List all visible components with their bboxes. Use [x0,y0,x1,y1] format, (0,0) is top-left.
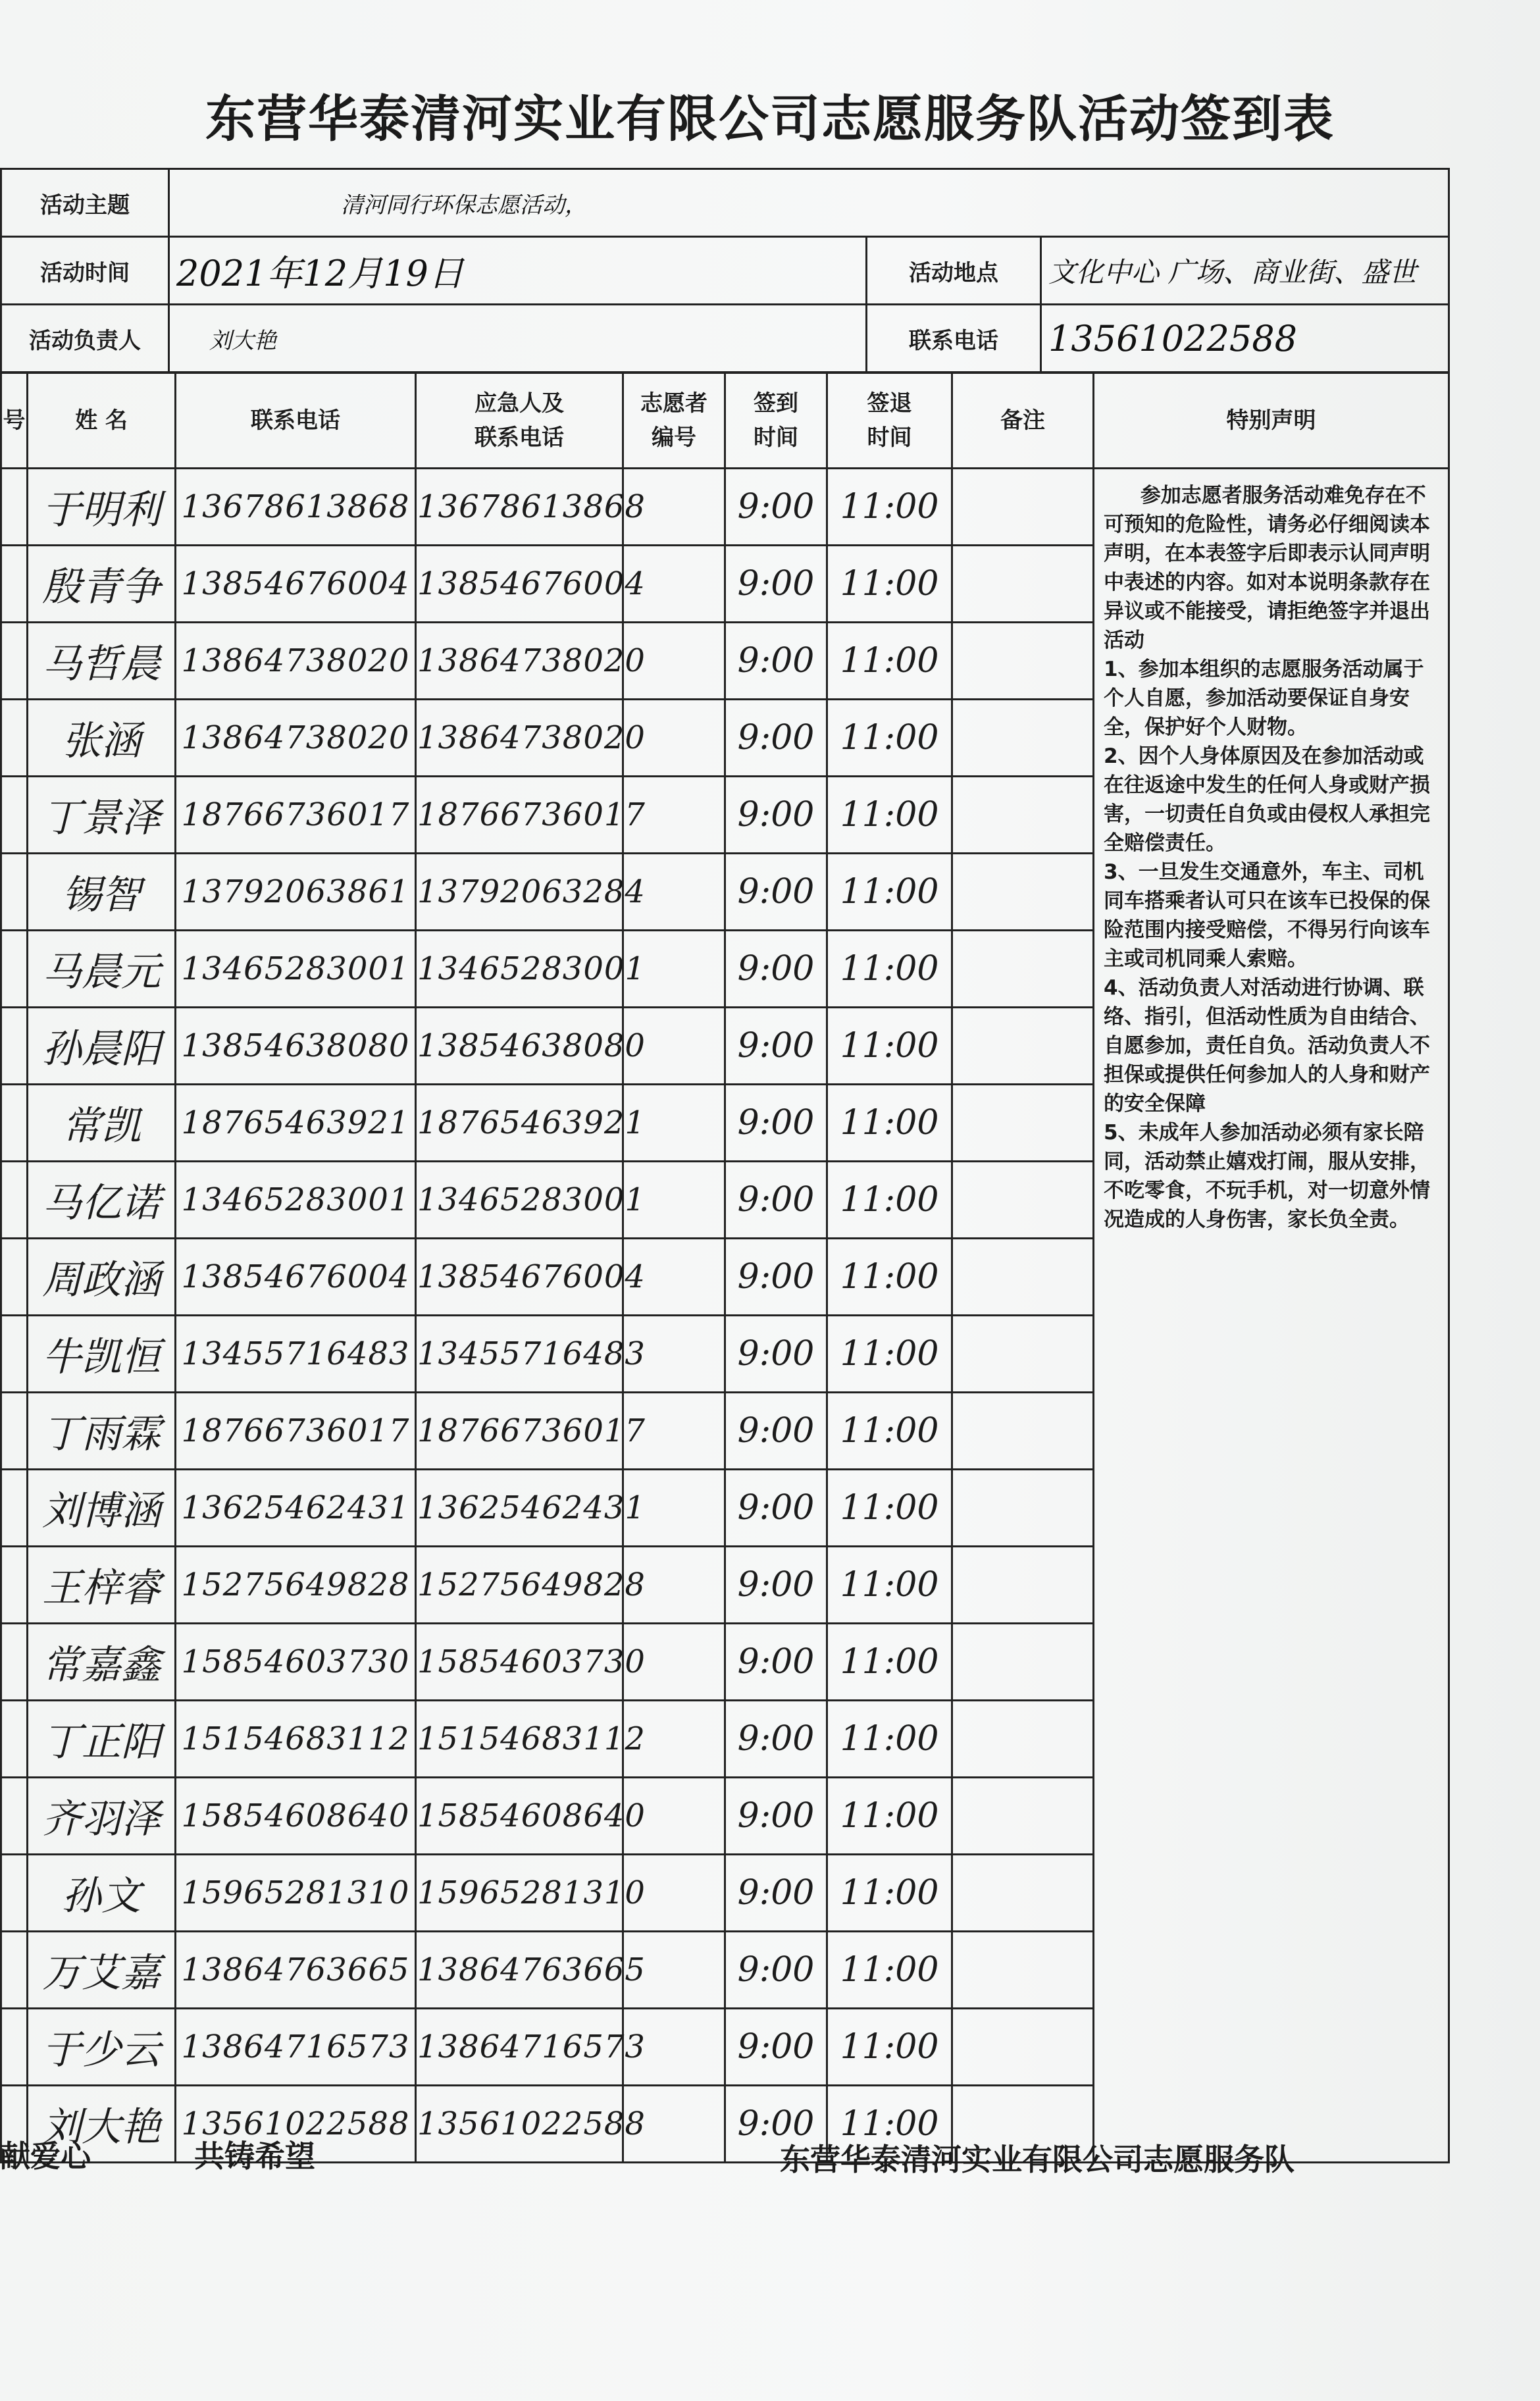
name-cell: 丁雨霖 [28,1393,176,1470]
emergency-cell: 15854608640 [416,1778,623,1855]
name-cell: 丁景泽 [28,777,176,854]
emergency-cell: 18765463921 [416,1085,623,1162]
col-volunteer-id [623,373,725,469]
remark-cell [952,1008,1094,1085]
no-cell [1,1932,28,2009]
no-cell [1,623,28,700]
remark-cell [952,1778,1094,1855]
sign-in-cell: 9:00 [725,1855,827,1932]
phone-cell: 15854603730 [176,1624,416,1701]
remark-cell [952,1624,1094,1701]
sign-in-cell: 9:00 [725,1932,827,2009]
emergency-cell: 13864738020 [416,700,623,777]
col-sign-in [725,373,827,469]
remark-cell [952,1547,1094,1624]
phone-cell: 13854676004 [176,1239,416,1316]
sign-out-cell: 11:00 [827,2009,952,2086]
emergency-cell: 13854638080 [416,1008,623,1085]
remark-cell [952,1470,1094,1547]
no-cell [1,1547,28,1624]
sign-in-cell: 9:00 [725,1316,827,1393]
name-cell: 常凯 [28,1085,176,1162]
activity-info-table [0,168,1450,373]
sign-out-cell: 11:00 [827,1932,952,2009]
name-cell: 周政涵 [28,1239,176,1316]
no-cell [1,1778,28,1855]
footer-org: 东营华泰清河实业有限公司志愿服务队 [780,2142,1295,2177]
phone-cell: 18766736017 [176,1393,416,1470]
remark-cell [952,469,1094,546]
phone-cell: 13625462431 [176,1470,416,1547]
no-cell [1,1624,28,1701]
name-cell: 齐羽泽 [28,1778,176,1855]
remark-cell [952,623,1094,700]
col-emergency-line2: 联系电话 [475,425,564,451]
remark-cell [952,1932,1094,2009]
leader-label: 活动负责人 [1,305,169,373]
sign-in-cell: 9:00 [725,777,827,854]
statement-item5: 5、未成年人参加活动必须有家长陪同，活动禁止嬉戏打闹，服从安排，不吃零食，不玩手机，对一切意外情况造成的人身伤害，家长负全责。 [1104,1121,1430,1231]
remark-cell [952,1393,1094,1470]
slogan-2: 共铸希望 [194,2138,315,2174]
leader-row [1,305,1449,373]
sign-out-cell: 11:00 [827,1239,952,1316]
time-place-row [1,237,1449,305]
phone-cell: 13455716483 [176,1316,416,1393]
sign-out-cell: 11:00 [827,1316,952,1393]
emergency-cell: 13792063284 [416,854,623,931]
theme-value: 清河同行环保志愿活动， [169,169,1449,237]
name-cell: 马晨元 [28,931,176,1008]
leader-phone-label: 联系电话 [867,305,1041,373]
col-emergency [416,373,623,469]
emergency-cell: 13854676004 [416,1239,623,1316]
col-sign-out [827,373,952,469]
emergency-cell: 13864763665 [416,1932,623,2009]
sign-out-cell: 11:00 [827,854,952,931]
phone-cell: 13854676004 [176,546,416,623]
sign-out-cell: 11:00 [827,1470,952,1547]
remark-cell [952,931,1094,1008]
sign-in-table [0,372,1450,2163]
remark-cell [952,1239,1094,1316]
name-cell: 王梓睿 [28,1547,176,1624]
sign-out-cell: 11:00 [827,931,952,1008]
sign-in-cell: 9:00 [725,931,827,1008]
statement-intro: 参加志愿者服务活动难免存在不可预知的危险性，请务必仔细阅读本声明，在本表签字后即表示认同声明中表述的内容。如对本说明条款存在异议或不能接受，请拒绝签字并退出活动 [1104,484,1430,652]
sign-in-rows [1,469,1449,2163]
no-cell [1,777,28,854]
col-no: 号 [1,373,28,469]
sign-out-cell: 11:00 [827,1085,952,1162]
statement-item1: 1、参加本组织的志愿服务活动属于个人自愿，参加活动要保证自身安全，保护好个人财物。 [1104,658,1424,739]
statement-item3: 3、一旦发生交通意外，车主、司机同车搭乘者认可只在该车已投保的保险范围内接受赔偿，不得另行向该车主或司机同乘人索赔。 [1104,860,1430,971]
name-cell: 牛凯恒 [28,1316,176,1393]
no-cell [1,931,28,1008]
sign-out-cell: 11:00 [827,2086,952,2163]
no-cell [1,1393,28,1470]
no-cell [1,2009,28,2086]
theme-row [1,169,1449,237]
phone-cell: 13854638080 [176,1008,416,1085]
name-cell: 马亿诺 [28,1162,176,1239]
sign-in-cell: 9:00 [725,2009,827,2086]
sign-in-cell: 9:00 [725,469,827,546]
sign-in-cell: 9:00 [725,1008,827,1085]
sign-out-cell: 11:00 [827,777,952,854]
place-value: 文化中心 广场、商业街、盛世 [1041,237,1449,305]
name-cell: 孙晨阳 [28,1008,176,1085]
sign-in-cell: 9:00 [725,2086,827,2163]
emergency-cell: 15965281310 [416,1855,623,1932]
col-volunteer-id-line1: 志愿者 [640,390,707,417]
sign-out-cell: 11:00 [827,469,952,546]
phone-cell: 13465283001 [176,931,416,1008]
remark-cell [952,1316,1094,1393]
sign-in-cell: 9:00 [725,1393,827,1470]
no-cell [1,1162,28,1239]
special-statement [1094,469,1449,2163]
sign-in-cell: 9:00 [725,1547,827,1624]
remark-cell [952,1085,1094,1162]
phone-cell: 15275649828 [176,1547,416,1624]
emergency-cell: 18766736017 [416,777,623,854]
phone-cell: 18765463921 [176,1085,416,1162]
sign-out-cell: 11:00 [827,1855,952,1932]
remark-cell [952,854,1094,931]
name-cell: 常嘉鑫 [28,1624,176,1701]
remark-cell [952,546,1094,623]
column-header-row [1,373,1449,469]
emergency-cell: 13465283001 [416,1162,623,1239]
leader-value: 刘大艳 [169,305,867,373]
no-cell [1,1470,28,1547]
sign-out-cell: 11:00 [827,1162,952,1239]
emergency-cell: 13854676004 [416,546,623,623]
no-cell [1,700,28,777]
leader-phone-value: 13561022588 [1041,305,1449,373]
phone-cell: 15854608640 [176,1778,416,1855]
name-cell: 刘大艳 [28,2086,176,2163]
sign-in-cell: 9:00 [725,1624,827,1701]
place-label: 活动地点 [867,237,1041,305]
no-cell [1,1316,28,1393]
name-cell: 孙文 [28,1855,176,1932]
phone-cell: 15154683112 [176,1701,416,1778]
sign-in-cell: 9:00 [725,1778,827,1855]
phone-cell: 13864716573 [176,2009,416,2086]
emergency-cell: 13864716573 [416,2009,623,2086]
sign-in-cell: 9:00 [725,623,827,700]
no-cell [1,1085,28,1162]
name-cell: 刘博涵 [28,1470,176,1547]
phone-cell: 13561022588 [176,2086,416,2163]
sign-out-cell: 11:00 [827,1624,952,1701]
no-cell [1,546,28,623]
phone-cell: 13864738020 [176,700,416,777]
phone-cell: 13864763665 [176,1932,416,2009]
remark-cell [952,700,1094,777]
sign-out-cell: 11:00 [827,1008,952,1085]
sign-out-cell: 11:00 [827,546,952,623]
name-cell: 马哲晨 [28,623,176,700]
time-label: 活动时间 [1,237,169,305]
no-cell [1,854,28,931]
statement-item4: 4、活动负责人对活动进行协调、联络、指引，但活动性质为自由结合、自愿参加，责任自负。活动负责人不担保或提供任何参加人的人身和财产的安全保障 [1104,976,1430,1116]
table-row [1,469,1449,546]
name-cell: 丁正阳 [28,1701,176,1778]
name-cell: 万艾嘉 [28,1932,176,2009]
emergency-cell: 13465283001 [416,931,623,1008]
phone-cell: 18766736017 [176,777,416,854]
slogan-1: 献爱心 [0,2138,91,2174]
no-cell [1,1701,28,1778]
sign-in-cell: 9:00 [725,1470,827,1547]
sign-in-cell: 9:00 [725,700,827,777]
sign-in-cell: 9:00 [725,854,827,931]
sign-out-cell: 11:00 [827,1778,952,1855]
sign-out-cell: 11:00 [827,1393,952,1470]
name-cell: 张涵 [28,700,176,777]
no-cell [1,1855,28,1932]
no-cell [1,469,28,546]
sign-in-cell: 9:00 [725,1239,827,1316]
col-sign-out-line1: 签退 [867,390,912,417]
remark-cell [952,1162,1094,1239]
sign-out-cell: 11:00 [827,1547,952,1624]
col-remark: 备注 [952,373,1094,469]
col-name: 姓 名 [28,373,176,469]
sign-out-cell: 11:00 [827,1701,952,1778]
sign-in-cell: 9:00 [725,1162,827,1239]
col-sign-out-line2: 时间 [867,425,912,451]
col-emergency-line1: 应急人及 [475,390,564,417]
remark-cell [952,777,1094,854]
phone-cell: 13792063861 [176,854,416,931]
col-volunteer-id-line2: 编号 [652,425,696,451]
emergency-cell: 13455716483 [416,1316,623,1393]
time-value: 2021年12月19日 [169,237,867,305]
phone-cell: 13864738020 [176,623,416,700]
phone-cell: 15965281310 [176,1855,416,1932]
phone-cell: 13465283001 [176,1162,416,1239]
emergency-cell: 18766736017 [416,1393,623,1470]
page-title: 东营华泰清河实业有限公司志愿服务队活动签到表 [205,90,1335,148]
emergency-cell: 15154683112 [416,1701,623,1778]
sign-out-cell: 11:00 [827,623,952,700]
col-phone: 联系电话 [176,373,416,469]
sign-in-cell: 9:00 [725,546,827,623]
name-cell: 锡智 [28,854,176,931]
name-cell: 于明利 [28,469,176,546]
emergency-cell: 15854603730 [416,1624,623,1701]
emergency-cell: 13678613868 [416,469,623,546]
name-cell: 殷青争 [28,546,176,623]
col-sign-in-line2: 时间 [754,425,798,451]
remark-cell [952,1855,1094,1932]
statement-item2: 2、因个人身体原因及在参加活动或在往返途中发生的任何人身或财产损害，一切责任自负或由侵权人承担完全赔偿责任。 [1104,744,1430,855]
no-cell [1,1239,28,1316]
sign-in-cell: 9:00 [725,1085,827,1162]
remark-cell [952,2009,1094,2086]
emergency-cell: 13864738020 [416,623,623,700]
sign-in-cell: 9:00 [725,1701,827,1778]
no-cell [1,1008,28,1085]
col-sign-in-line1: 签到 [754,390,798,417]
emergency-cell: 13625462431 [416,1470,623,1547]
sign-out-cell: 11:00 [827,700,952,777]
emergency-cell: 15275649828 [416,1547,623,1624]
emergency-cell: 13561022588 [416,2086,623,2163]
remark-cell [952,1701,1094,1778]
theme-label: 活动主题 [1,169,169,237]
phone-cell: 13678613868 [176,469,416,546]
col-statement: 特别声明 [1094,373,1449,469]
name-cell: 于少云 [28,2009,176,2086]
